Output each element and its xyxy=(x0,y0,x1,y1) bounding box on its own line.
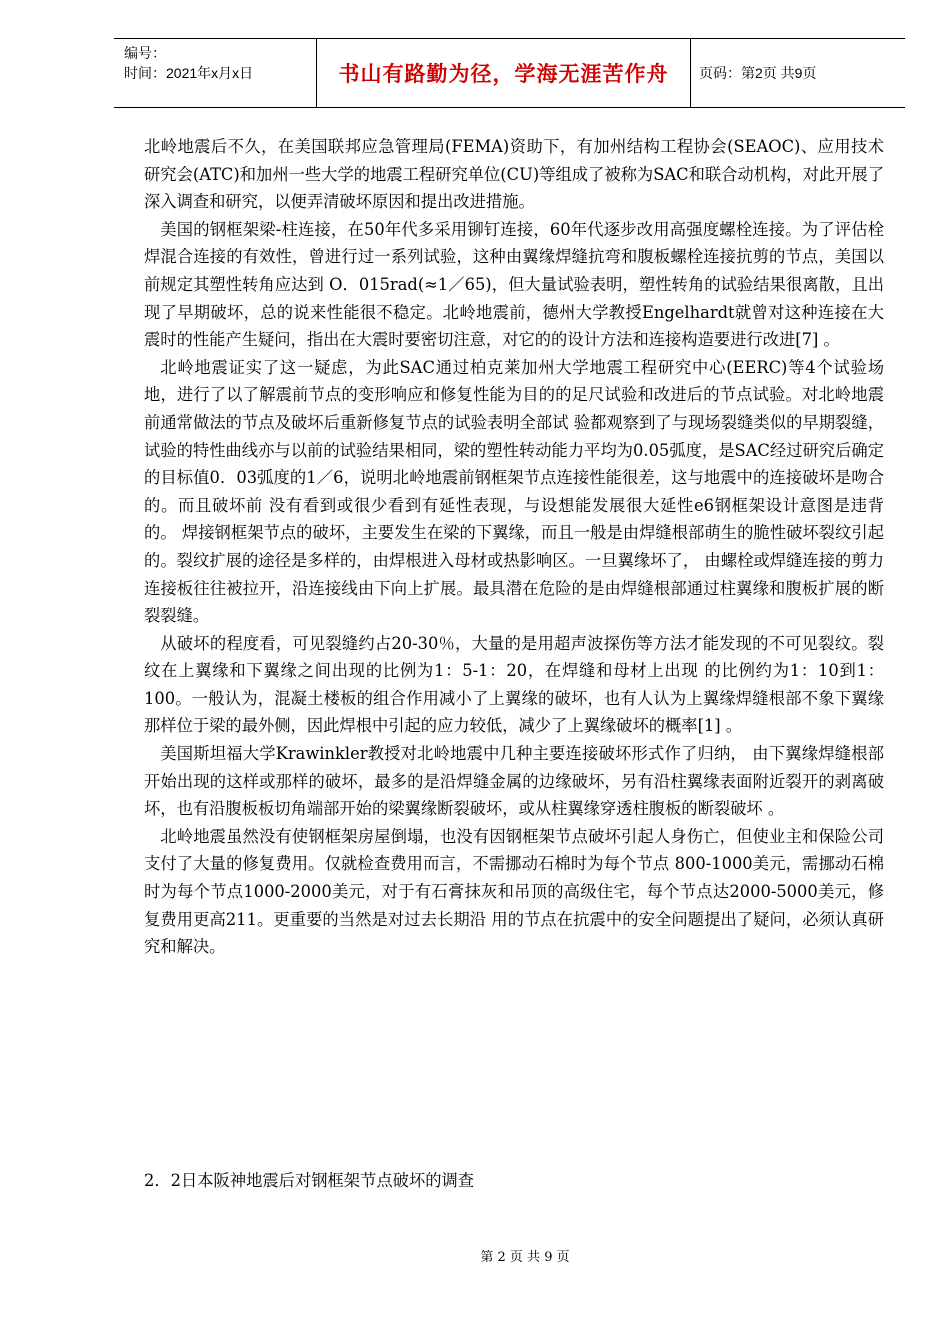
header-right xyxy=(691,39,905,107)
header-middle xyxy=(316,39,691,107)
section-heading: 2．2日本阪神地震后对钢框架节点破坏的调查 xyxy=(144,1171,475,1190)
document-number-label: 编号： xyxy=(124,45,166,61)
paragraph-4: 从破坏的程度看，可见裂缝约占20-30％，大量的是用超声波探伤等方法才能发现的不可见裂纹。裂纹在上翼缘和下翼缘之间出现的比例为1：5-1：20，在焊缝和母材上出现 的比例约为1：10到1：100。一般认为，混凝土楼板的组合作用减小了上翼缘的破坏，也有人认为上翼缘焊缝根部不象下翼缘那样位于梁的最外侧，因此焊根中引起的应力较低，减少了上翼缘破坏的概率[1] 。 xyxy=(144,633,884,736)
header-left xyxy=(114,39,316,107)
paragraph-2: 美国的钢框架梁-柱连接，在50年代多采用铆钉连接，60年代逐步改用高强度螺栓连接。为了评估栓焊混合连接的有效性，曾进行过一系列试验，这种由翼缘焊缝抗弯和腹板螺栓连接抗剪的节点，美国以前规定其塑性转角应达到 O．015rad(≈1／65)，但大量试验表明，塑性转角的试验结果很离散，且出现了早期破坏，总的说来性能很不稳定。北岭地震前，德州大学教授Engelhardt就曾对这种连接在大震时的性能产生疑问，指出在大震时要密切注意，对它的的设计方法和连接构造要进行改进[7] 。 xyxy=(144,219,884,350)
page-footer: 第 2 页 共 9 页 xyxy=(480,1250,570,1265)
paragraph-5: 美国斯坦福大学Krawinkler教授对北岭地震中几种主要连接破坏形式作了归纳， 由下翼缘焊缝根部开始出现的这样或那样的破坏，最多的是沿焊缝金属的边缘破坏，另有沿柱翼缘表面附近裂开的剥离破坏，也有沿腹板板切角端部开始的梁翼缘断裂破坏，或从柱翼缘穿透柱腹板的断裂破坏 。 xyxy=(144,744,884,819)
paragraph-6: 北岭地震虽然没有使钢框架房屋倒塌，也没有因钢框架节点破坏引起人身伤亡，但使业主和保险公司支付了大量的修复费用。仅就检查费用而言，不需挪动石棉时为每个节点 800-1000美元，需挪动石棉时为每个节点1000-2000美元，对于有石膏抹灰和吊顶的高级住宅，每个节点达2000-5000美元，修复费用更高211。更重要的当然是对过去长期沿 用的节点在抗震中的安全问题提出了疑问，必须认真研究和解决。 xyxy=(144,826,884,957)
header-page-label: 页码：第2页 共9页 xyxy=(699,65,817,81)
paragraph-1: 北岭地震后不久，在美国联邦应急管理局(FEMA)资助下，有加州结构工程协会(SEAOC)、应用技术研究会(ATC)和加州一些大学的地震工程研究单位(CU)等组成了被称为SAC和联合动机构，对此开展了深入调查和研究，以便弄清破坏原因和提出改进措施。 xyxy=(144,137,884,212)
document-body xyxy=(144,133,884,961)
paragraph-3: 北岭地震证实了这一疑虑，为此SAC通过柏克莱加州大学地震工程研究中心(EERC)等4个试验场地，进行了以了解震前节点的变形响应和修复性能为目的的足尺试验和改进后的节点试验。对北岭地震前通常做法的节点及破坏后重新修复节点的试验表明全部试 验都观察到了与现场裂缝类似的早期裂缝，试验的特性曲线亦与以前的试验结果相同，梁的塑性转动能力平均为0.05弧度，是SAC经过研究后确定的目标值0．03弧度的1／6，说明北岭地震前钢框架节点连接性能很差，这与地震中的连接破坏是吻合的。而且破坏前 没有看到或很少看到有延性表现，与设想能发展很大延性e6钢框架设计意图是违背的。 焊接钢框架节点的破坏，主要发生在梁的下翼缘，而且一般是由焊缝根部萌生的脆性破坏裂纹引起的。裂纹扩展的途径是多样的，由焊根进入母材或热影响区。一旦翼缘坏了， 由螺栓或焊缝连接的剪力连接板往往被拉开，沿连接线由下向上扩展。最具潜在危险的是由焊缝根部通过柱翼缘和腹板扩展的断裂裂缝。 xyxy=(144,357,884,626)
document-date-label: 时间：2021年x月x日 xyxy=(124,65,254,81)
header-motto: 书山有路勤为径，学海无涯苦作舟 xyxy=(338,62,669,86)
page-header xyxy=(114,38,905,108)
